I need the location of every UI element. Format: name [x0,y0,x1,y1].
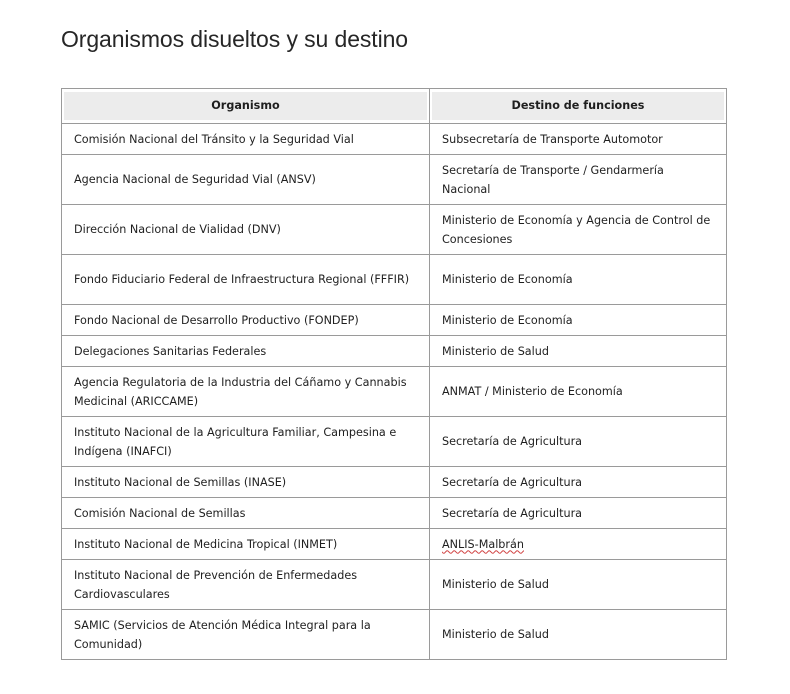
table-header-row [62,89,727,124]
cell-organismo: Fondo Fiduciario Federal de Infraestructura Regional (FFFIR) [62,255,430,305]
table-row [62,498,727,529]
cell-organismo: Delegaciones Sanitarias Federales [62,336,430,367]
table-row [62,467,727,498]
cell-destino: Secretaría de Agricultura [430,417,727,467]
cell-destino: Secretaría de Agricultura [430,467,727,498]
table-row [62,610,727,660]
cell-destino: Ministerio de Economía [430,255,727,305]
cell-organismo: Instituto Nacional de la Agricultura Familiar, Campesina e Indígena (INAFCI) [62,417,430,467]
table-row [62,417,727,467]
cell-organismo: Agencia Nacional de Seguridad Vial (ANSV) [62,155,430,205]
spellcheck-underlined-text: ANLIS-Malbrán [442,537,524,551]
organismos-table [61,88,727,660]
cell-destino: Ministerio de Economía y Agencia de Control de Concesiones [430,205,727,255]
cell-destino: Subsecretaría de Transporte Automotor [430,124,727,155]
table-row [62,305,727,336]
cell-destino [430,529,727,560]
cell-organismo: Comisión Nacional de Semillas [62,498,430,529]
table-row [62,124,727,155]
page-title: Organismos disueltos y su destino [61,26,408,52]
cell-organismo: SAMIC (Servicios de Atención Médica Integral para la Comunidad) [62,610,430,660]
cell-organismo: Comisión Nacional del Tránsito y la Seguridad Vial [62,124,430,155]
cell-destino: Ministerio de Salud [430,610,727,660]
header-organismo [62,89,430,124]
table-row [62,336,727,367]
cell-organismo: Dirección Nacional de Vialidad (DNV) [62,205,430,255]
table-row [62,205,727,255]
cell-destino: ANMAT / Ministerio de Economía [430,367,727,417]
cell-organismo: Instituto Nacional de Semillas (INASE) [62,467,430,498]
cell-organismo: Instituto Nacional de Medicina Tropical (INMET) [62,529,430,560]
table-row [62,367,727,417]
cell-destino: Ministerio de Salud [430,560,727,610]
cell-organismo: Fondo Nacional de Desarrollo Productivo (FONDEP) [62,305,430,336]
cell-organismo: Agencia Regulatoria de la Industria del Cáñamo y Cannabis Medicinal (ARICCAME) [62,367,430,417]
header-organismo-label: Organismo [64,92,427,120]
cell-destino: Ministerio de Economía [430,305,727,336]
cell-organismo: Instituto Nacional de Prevención de Enfermedades Cardiovasculares [62,560,430,610]
cell-destino: Ministerio de Salud [430,336,727,367]
cell-destino: Secretaría de Transporte / Gendarmería Nacional [430,155,727,205]
table-row [62,560,727,610]
table-row [62,529,727,560]
table-row [62,155,727,205]
header-destino [430,89,727,124]
cell-destino: Secretaría de Agricultura [430,498,727,529]
header-destino-label: Destino de funciones [432,92,724,120]
table-row [62,255,727,305]
